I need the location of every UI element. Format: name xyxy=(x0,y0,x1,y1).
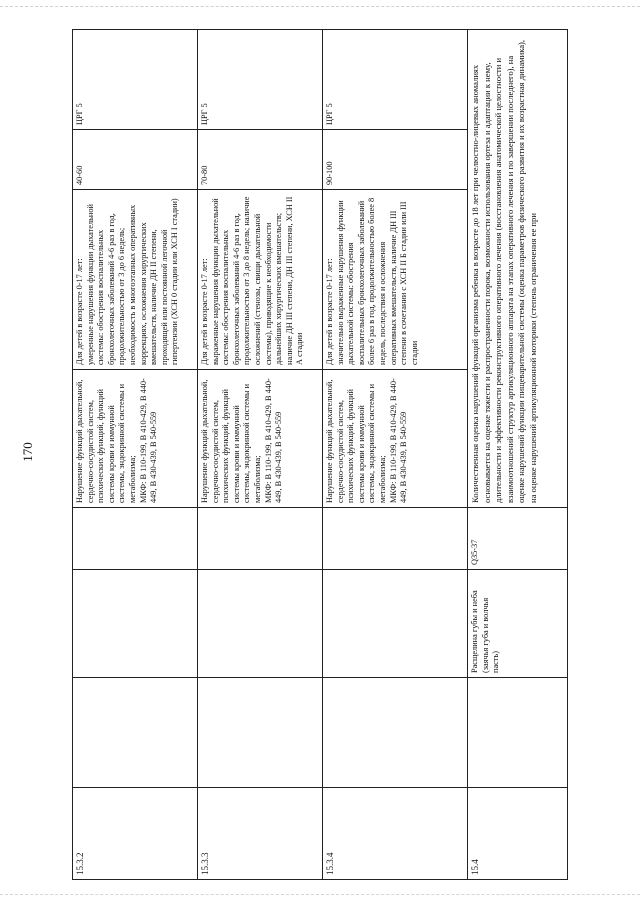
percent-cell: 90-100 xyxy=(323,130,468,190)
rehab-group-cell: ЦРГ 5 xyxy=(73,30,198,130)
row-code: 15.3.4 xyxy=(323,788,468,880)
row-code: 15.3.2 xyxy=(73,788,198,880)
condition-cell xyxy=(323,570,468,678)
percent-cell: 70-80 xyxy=(198,130,323,190)
condition-cell: Расщелина губы и неба (заячья губа и волчья пасть) xyxy=(468,570,568,678)
condition-cell xyxy=(73,570,198,678)
scan-artifact-top xyxy=(0,6,640,7)
empty-cell xyxy=(198,678,323,788)
page-number: 170 xyxy=(20,442,35,462)
empty-cell xyxy=(323,678,468,788)
assessment-note-cell: Количественная оценка нарушений функций организма ребенка в возрасте до 18 лет при челюстно-лицевых аномалиях основывается на оценке тяжести и распространенности порока, возможности использования ортеза и адаптации к нему, длительности и эффективности реконструктивного оперативного лечения (восстановления анатомической целостности и взаимоотношений структур артикуляционного аппарата на этапах оперативного лечения и по завершении последнего), на оценке нарушений функции пищеварительной системы (оценка параметров физического развития и их возрастная динамика), на оценке нарушений артикуляционной моторики (степень ограничения ее при xyxy=(468,30,568,508)
percent-cell: 40-60 xyxy=(73,130,198,190)
impairment-cell: Нарушение функций дыхательной, сердечно-сосудистой систем, психических функций, функций системы крови и иммунной системы, эндокринной системы и метаболизма; МКФ: В 110-199, В 410-429, В 440-449, В 430-439, В 540-559 xyxy=(73,370,198,508)
rotated-table-container xyxy=(72,30,567,880)
description-cell: Для детей в возрасте 0-17 лет: значительно выраженные нарушения функции дыхательной системы: обострения воспалительных бронхолегочных заболеваний более 6 раз в год, продолжительностью более 8 недель, последствия и осложнения оперативных вмешательств, наличие ДН III степени в сочетании с ХСН II Б стадии или III стадии xyxy=(323,190,468,370)
description-cell: Для детей в возрасте 0-17 лет: умеренные нарушения функции дыхательной системы: обострения воспалительных бронхолегочных заболеваний 4-6 раз в год, продолжительностью от 3 до 6 недель; необходимость в многоэтапных оперативных коррекциях, осложнения хирургических вмешательств, наличие ДН II степени, проходящей или постоянной легочной гипертензии (ХСН 0 стадии или ХСН I стадии) xyxy=(73,190,198,370)
row-code: 15.4 xyxy=(468,788,568,880)
condition-cell xyxy=(198,570,323,678)
table-row xyxy=(73,30,198,880)
row-code: 15.3.3 xyxy=(198,788,323,880)
description-cell: Для детей в возрасте 0-17 лет: выраженные нарушения функции дыхательной системы: обострения воспалительных бронхолегочных заболеваний 4-6 раз в год, продолжительностью от 3 до 8 недель; наличие осложнений (стенозы, свищи дыхательной системы), приводящие к необходимости дальнейших хирургических вмешательств; наличие ДН III степени, ДН III степени, ХСН II А стадии xyxy=(198,190,323,370)
impairment-cell: Нарушение функций дыхательной, сердечно-сосудистой систем, психических функций, функций системы крови и иммунной системы, эндокринной системы и метаболизма; МКФ: В 110-199, В 410-429, В 440-449, В 430-439, В 540-559 xyxy=(198,370,323,508)
empty-cell xyxy=(468,678,568,788)
scan-artifact-bottom xyxy=(0,894,640,895)
table-row xyxy=(198,30,323,880)
impairment-cell: Нарушение функций дыхательной, сердечно-сосудистой систем, психических функций, функций системы крови и иммунной системы, эндокринной системы и метаболизма; МКФ: В 110-199, В 410-429, В 440-449, В 430-439, В 540-559 xyxy=(323,370,468,508)
empty-cell xyxy=(73,678,198,788)
table-row xyxy=(468,30,568,880)
icd-cell xyxy=(198,508,323,570)
icd-cell: Q35-37 xyxy=(468,508,568,570)
disability-criteria-table xyxy=(72,29,568,880)
rehab-group-cell: ЦРГ 5 xyxy=(323,30,468,130)
icd-cell xyxy=(73,508,198,570)
rehab-group-cell: ЦРГ 5 xyxy=(198,30,323,130)
icd-cell xyxy=(323,508,468,570)
table-row xyxy=(323,30,468,880)
